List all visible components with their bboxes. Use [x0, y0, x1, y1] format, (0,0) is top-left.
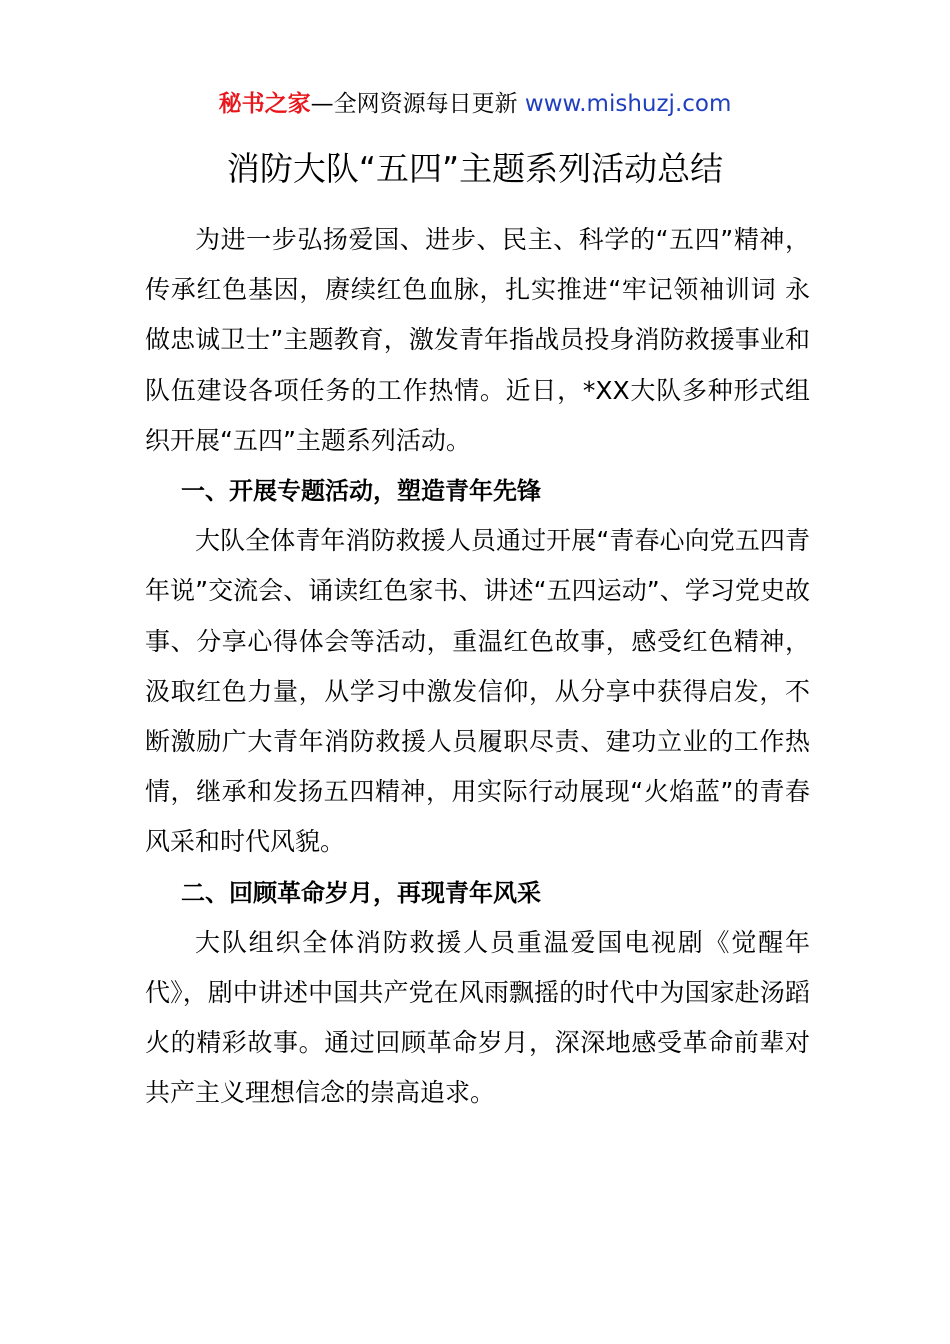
site-tagline: —全网资源每日更新: [310, 91, 525, 117]
section-paragraph-2: 大队组织全体消防救援人员重温爱国电视剧《觉醒年代》，剧中讲述中国共产党在风雨飘摇的时代中为国家赴汤蹈火的精彩故事。通过回顾革命岁月，深深地感受革命前辈对共产主义理想信念的崇高追求。: [145, 927, 810, 1108]
site-header: [0, 88, 950, 120]
section-heading-2: 二、回顾革命岁月，再现青年风采: [181, 878, 541, 907]
section-heading-1: 一、开展专题活动，塑造青年先锋: [181, 477, 541, 506]
document-body: [145, 215, 810, 1119]
section-paragraph-1: 大队全体青年消防救援人员通过开展“青春心向党五四青年说”交流会、诵读红色家书、讲述“五四运动”、学习党史故事、分享心得体会等活动，重温红色故事，感受红色精神，汲取红色力量，从学习中激发信仰，从分享中获得启发，不断激励广大青年消防救援人员履职尽责、建功立业的工作热情，继承和发扬五四精神，用实际行动展现“火焰蓝”的青春风采和时代风貌。: [145, 526, 810, 857]
site-brand: 秘书之家: [218, 91, 311, 117]
site-url-link[interactable]: www.mishuzj.com: [524, 91, 732, 117]
document-title: 消防大队“五四”主题系列活动总结: [226, 149, 724, 188]
intro-paragraph: 为进一步弘扬爱国、进步、民主、科学的“五四”精神，传承红色基因，赓续红色血脉，扎实推进“牢记领袖训词 永做忠诚卫士”主题教育，激发青年指战员投身消防救援事业和队伍建设各项任务的工作热情。近日，*XX大队多种形式组织开展“五四”主题系列活动。: [145, 225, 810, 455]
